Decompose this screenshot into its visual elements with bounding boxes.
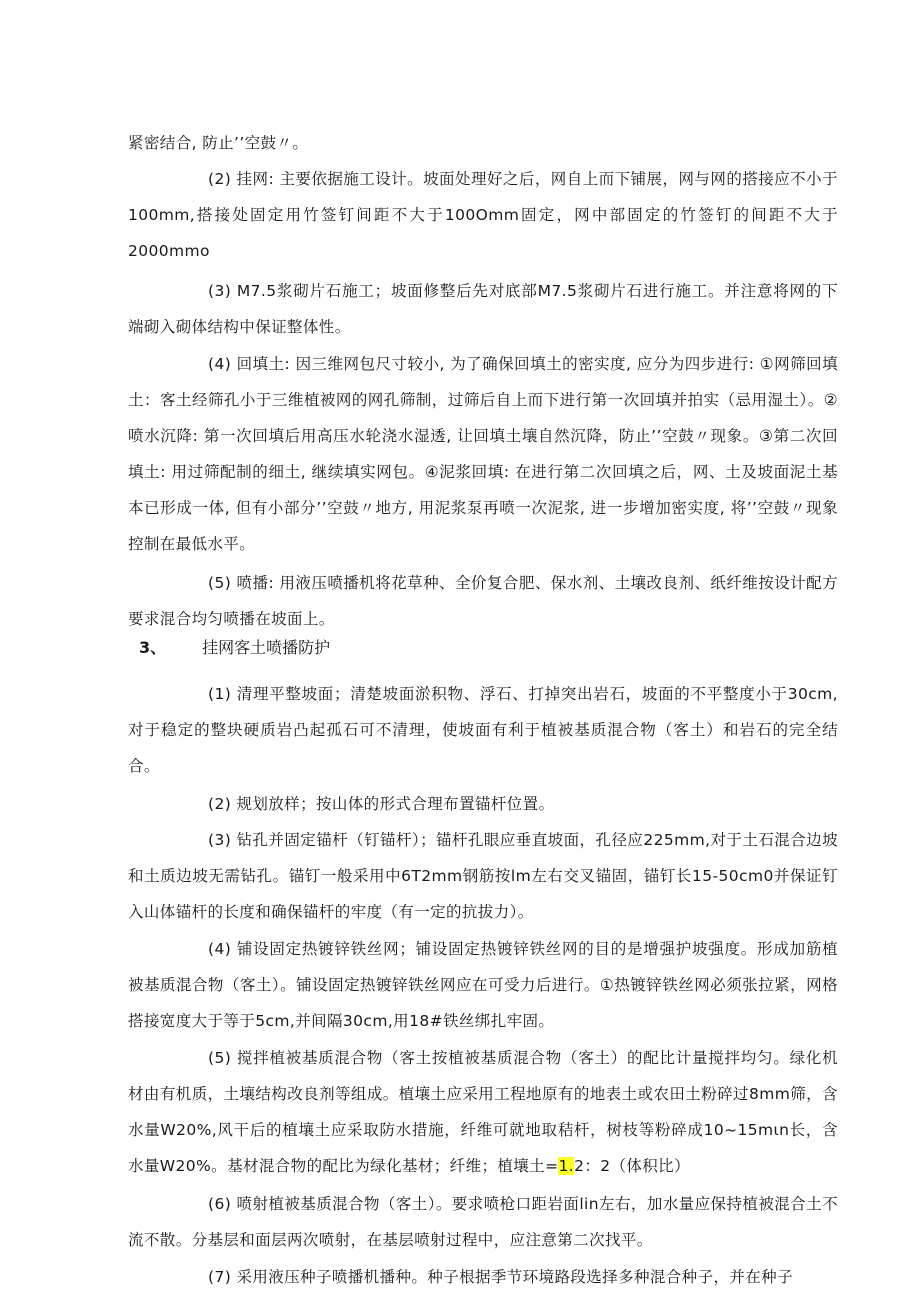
section-number: 3、 [139, 638, 167, 657]
mix-text: (5) 搅拌植被基质混合物（客土按植被基质混合物（客土）的配比计量搅拌均匀。绿化机材由有机质，土壤结构改良剂等组成。植壤土应采用工程地原有的地表土或农田土粉碎过8mm筛，含水量W20%,风干后的植壤土应采取防水措施，纤维可就地取秸杆，树枝等粉碎成10~15mιn长，含水量W20%。基材混合物的配比为绿化基材；纤维；植壤土= [128, 1049, 838, 1175]
mix-ratio-tail: 2：2（体积比） [574, 1157, 690, 1175]
paragraph-layout-planning: (2) 规划放样；按山体的形式合理布置锚杆位置。 [208, 795, 555, 813]
paragraph-hang-net: (2) 挂网: 主要依据施工设计。坡面处理好之后，网自上而下铺展，网与网的搭接应不小于100mm,搭接处固定用竹签钉间距不大于100Omm固定，网中部固定的竹签钉的间距不大于2000mmo [128, 170, 838, 260]
paragraph-spray-substrate: (6) 喷射植被基质混合物（客土）。要求喷枪口距岩面lin左右，加水量应保持植被混合土不流不散。分基层和面层两次喷射，在基层喷射过程中，应注意第二次找平。 [128, 1195, 838, 1249]
paragraph-backfill: (4) 回填土: 因三维网包尺寸较小, 为了确保回填土的密实度, 应分为四步进行: ①网筛回填土：客土经筛孔小于三维植被网的网孔筛制，过筛后自上而下进行第一次回填并拍实（忌用湿土）。②喷水沉降: 第一次回填后用高压水轮浇水湿透, 让回填土壤自然沉降，防止’’空鼓〃现象。③第二次回填土: 用过筛配制的细土, 继续填实网包。④泥浆回填: 在进行第二次回填之后，网、土及坡面泥土基本已形成一体, 但有小部分’’空鼓〃地方, 用泥浆泵再喷一次泥浆, 进一步增加密实度, 将’’空鼓〃现象控制在最低水平。 [128, 355, 838, 553]
paragraph-drill-anchor: (3) 钻孔并固定锚杆（钉锚杆）；锚杆孔眼应垂直坡面，孔径应225mm,对于土石混合边坡和土质边坡无需钻孔。锚钉一般采用中6T2mm钢筋按lm左右交叉锚固，锚钉长15-50cm0并保证钉入山体锚杆的长度和确保锚杆的牢度（有一定的抗拔力）。 [128, 831, 838, 921]
paragraph-spray-seeding: (5) 喷播: 用液压喷播机将花草种、全价复合肥、保水剂、土壤改良剂、纸纤维按设计配方要求混合均匀喷播在坡面上。 [128, 574, 838, 628]
section-title: 挂网客土喷播防护 [202, 638, 331, 657]
paragraph-hydroseeding: (7) 采用液压种子喷播机播种。种子根据季节环境路段选择多种混合种子，并在种子 [208, 1268, 793, 1286]
highlighted-ratio: 1. [558, 1157, 575, 1175]
paragraph-mix-substrate [128, 1040, 838, 1184]
paragraph-continuation: 紧密结合, 防止’’空鼓〃。 [128, 134, 309, 152]
paragraph-clean-slope: (1) 清理平整坡面；清楚坡面淤积物、浮石、打掉突出岩石，坡面的不平整度小于30cm,对于稳定的整块硬质岩凸起孤石可不清理，使坡面有利于植被基质混合物（客土）和岩石的完全结合。 [128, 685, 838, 775]
paragraph-masonry: (3) M7.5浆砌片石施工；坡面修整后先对底部M7.5浆砌片石进行施工。并注意将网的下端砌入砌体结构中保证整体性。 [128, 282, 838, 336]
section-heading [139, 630, 330, 666]
paragraph-wire-mesh: (4) 铺设固定热镀锌铁丝网；铺设固定热镀锌铁丝网的目的是增强护坡强度。形成加筋植被基质混合物（客土）。铺设固定热镀锌铁丝网应在可受力后进行。①热镀锌铁丝网必须张拉紧，网格搭接宽度大于等于5cm,并间隔30cm,用18#铁丝绑扎牢固。 [128, 940, 838, 1030]
